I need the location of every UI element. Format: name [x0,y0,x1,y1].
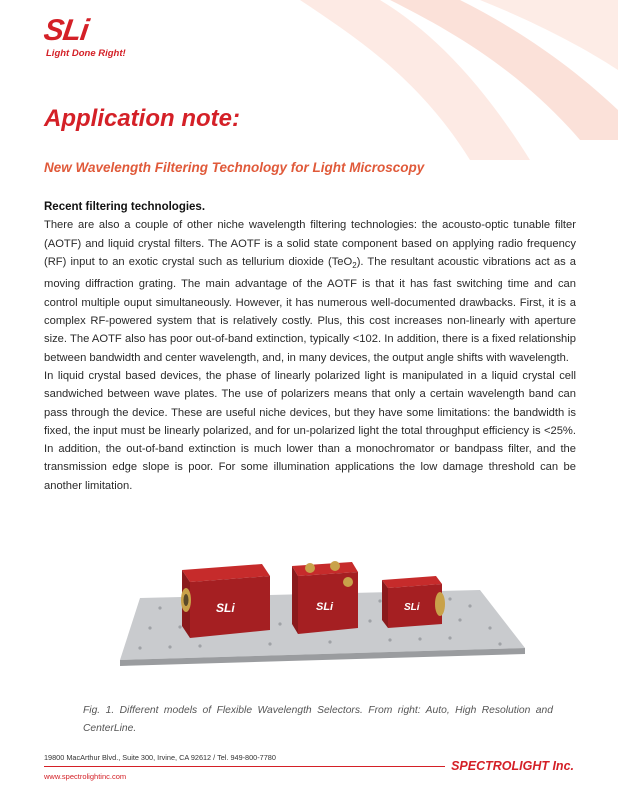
subscript-2: 2 [352,261,357,271]
footer-website-link[interactable]: www.spectrolightinc.com [44,772,127,781]
device-logo-1: SLi [216,601,235,615]
figure-devices-image [120,548,530,690]
page-title: Application note: [44,105,240,132]
section-heading: Recent filtering technologies. [44,201,206,213]
body-text [44,198,576,495]
company-logo [41,14,154,64]
logo-mark: SLi [41,14,91,47]
paragraph-aotf-part1: There are also a couple of other niche wavelength filtering technologies: the acousto-optic tunable filter (AOTF) and liquid crystal filters. The AOTF is a solid state component based on applying radio frequency (RF) input to an exotic crystal such as tellurium dioxide (TeO [44,219,576,268]
paragraph-aotf [44,216,576,367]
logo-tagline: Light Done Right! [46,48,126,59]
footer-brand: SPECTROLIGHT Inc. [445,759,574,773]
paragraph-liquid-crystal: In liquid crystal based devices, the phase of linearly polarized light is manipulated in a liquid crystal cell sandwiched between wave plates. The use of polarizers means that only a certain wavelength band can pass through the device. These are useful niche devices, but they have some limitations: the bandwidth is fixed, the input must be linearly polarized, and for un-polarized light the total throughput efficiency is <25%. In addition, the out-of-band extinction is much lower than a monochromator or bandpass filter, and the transmission edge slope is poor. For some illumination applications the low damage threshold can be another limitation. [44,369,576,492]
device-logo-3: SLi [404,602,420,613]
device-high-resolution [292,561,358,634]
figure-caption: Fig. 1. Different models of Flexible Wavelength Selectors. From right: Auto, High Resolution and CenterLine. [83,705,553,734]
paragraph-aotf-part2: ). The resultant acoustic vibrations act as a moving diffraction grating. The main advantage of the AOTF is that it has fast switching time and can control multiple ouput simultaneously. However, it has numerous well-documented drawbacks. First, it is a complex RF-powered system that is relatively costly. Plus, this cost increases non-linearly with aperture size. The AOTF also has poor out-of-band extinction, typically <102. In addition, there is a fixed relationship between bandwidth and center wavelength, and, in many devices, the output angle shifts with wavelength. [44,255,576,364]
device-logo-2: SLi [316,601,334,613]
footer-address: 19800 MacArthur Blvd., Suite 300, Irvine, CA 92612 / Tel. 949-800-7780 [44,753,276,762]
page-subtitle: New Wavelength Filtering Technology for Light Microscopy [44,160,425,175]
device-auto [382,576,445,628]
device-centerline [181,564,270,638]
